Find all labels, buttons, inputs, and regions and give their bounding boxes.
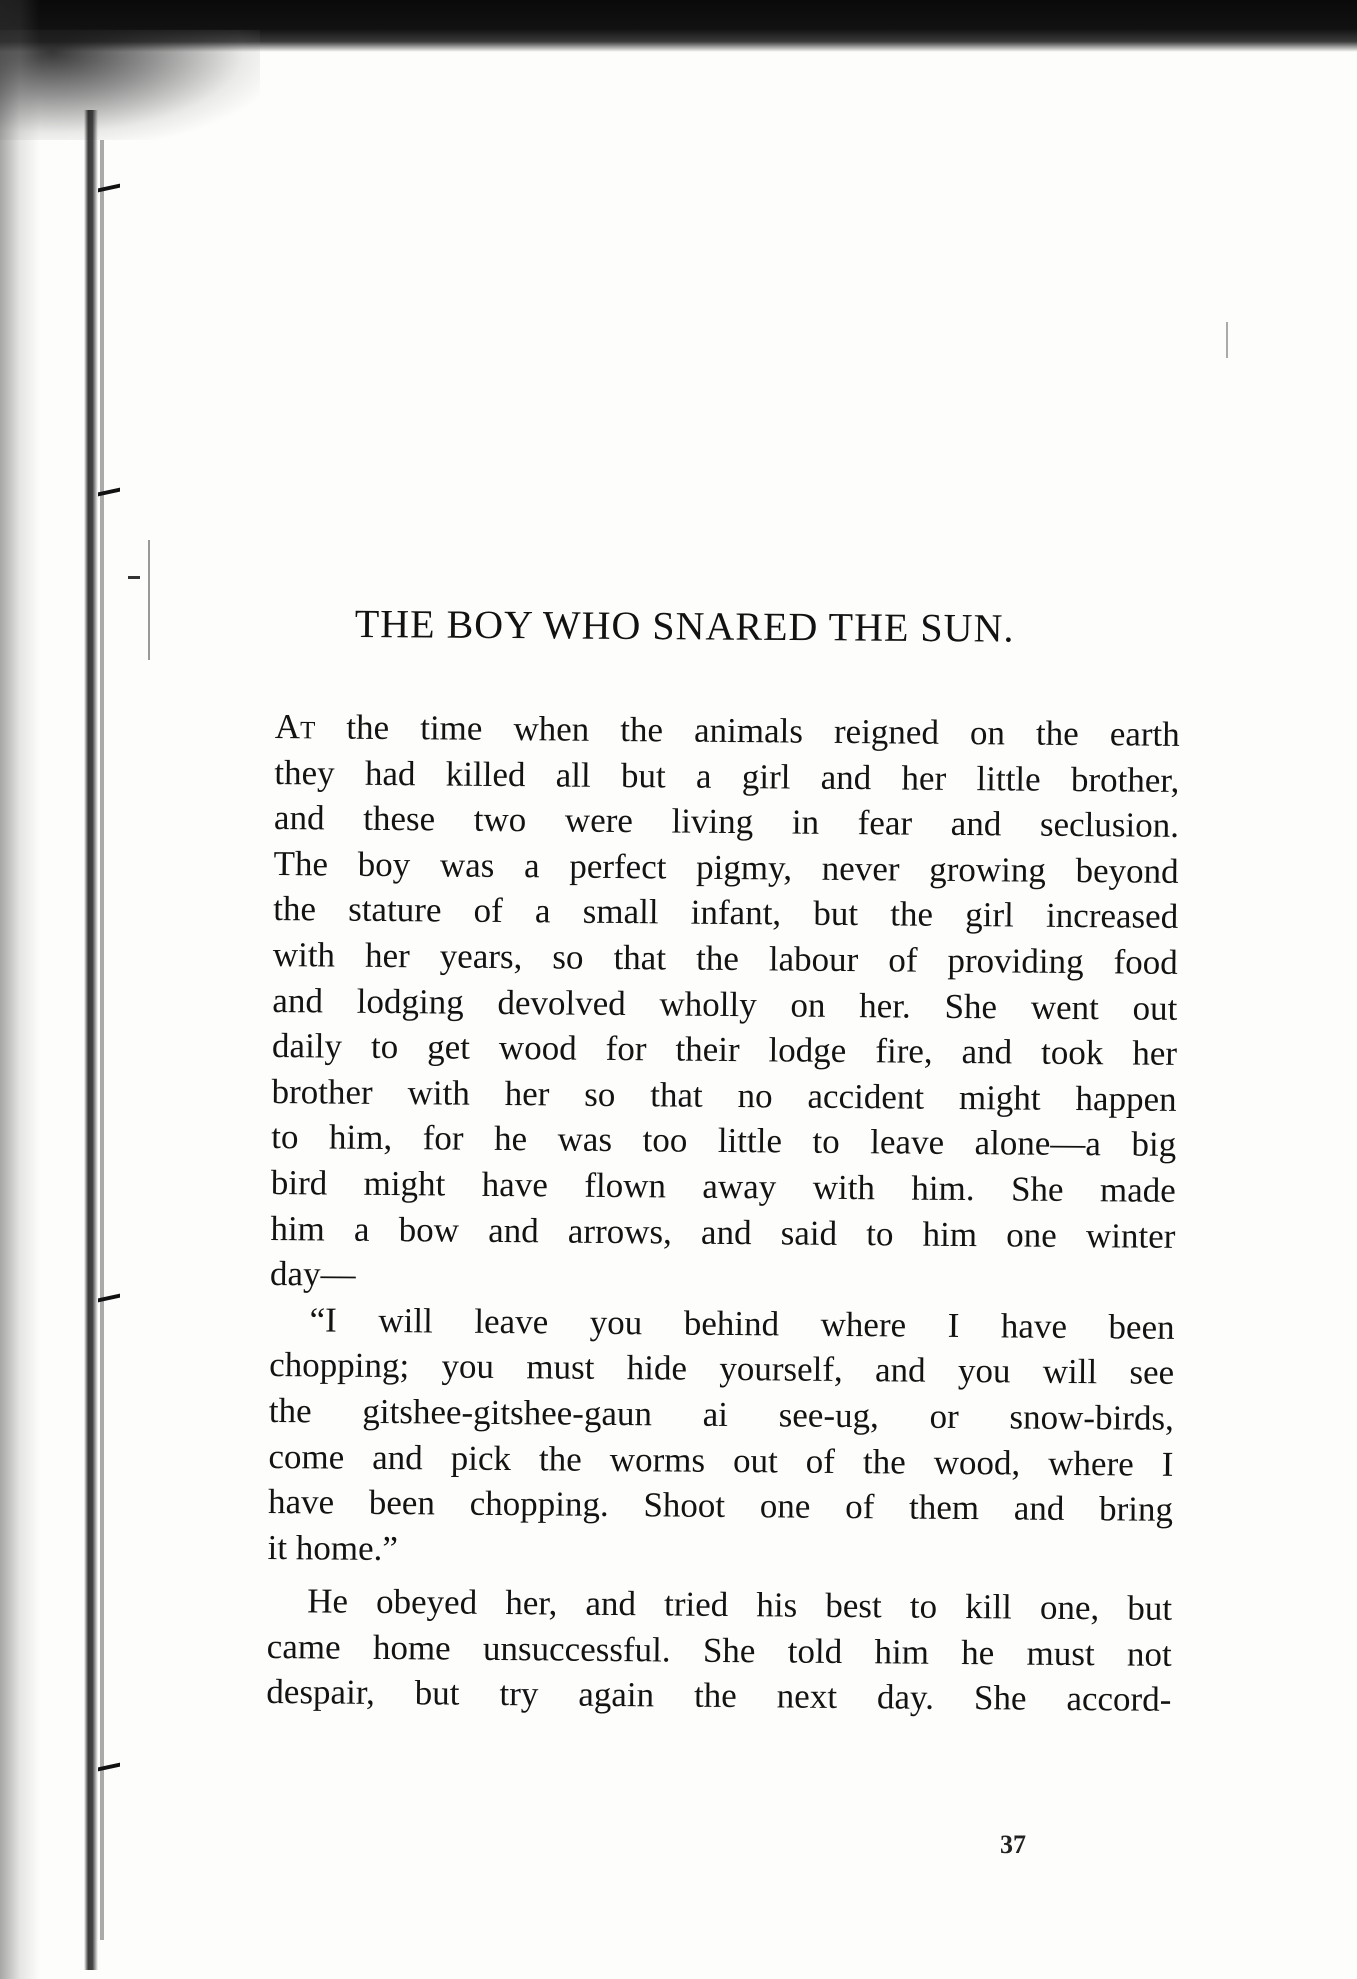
text-line: with her years, so that the labour of providing food <box>272 934 1178 982</box>
binding-edge <box>84 110 98 1970</box>
text-line: come and pick the worms out of the wood, where I <box>268 1436 1174 1484</box>
binding-edge-inner <box>100 140 104 1940</box>
text-line: the stature of a small infant, but the girl increased <box>273 889 1179 937</box>
text-line: it home.” <box>267 1527 399 1568</box>
margin-mark <box>128 576 140 579</box>
text-line: chopping; you must hide yourself, and you will see <box>269 1345 1175 1393</box>
body-text <box>266 704 1180 1723</box>
text-line: day— <box>269 1254 356 1294</box>
drop-word: At <box>274 706 316 747</box>
text-line-rest: the time when the animals reigned on the earth <box>315 707 1180 754</box>
page-number: 37 <box>1000 1830 1026 1859</box>
margin-mark <box>148 540 150 660</box>
text-line: to him, for he was too little to leave alone—a big <box>271 1117 1177 1165</box>
text-line: and lodging devolved wholly on her. She went out <box>272 980 1178 1028</box>
text-line: The boy was a perfect pigmy, never growing beyond <box>273 843 1179 891</box>
text-line: brother with her so that no accident might happen <box>271 1071 1177 1119</box>
text-line <box>275 704 1180 757</box>
text-line: they had killed all but a girl and her little brother, <box>274 752 1180 800</box>
text-line: and these two were living in fear and seclusion. <box>273 798 1180 846</box>
text-line: the gitshee-gitshee-gaun ai see-ug, or snow-birds, <box>268 1390 1174 1438</box>
text-line: bird might have flown away with him. She made <box>270 1162 1176 1210</box>
text-line: “I will leave you behind where I have been <box>309 1300 1175 1347</box>
margin-mark <box>1226 322 1228 358</box>
text-line: have been chopping. Shoot one of them and bring <box>267 1482 1174 1529</box>
text-line: came home unsuccessful. She told him he must not <box>266 1626 1172 1674</box>
text-line: daily to get wood for their lodge fire, and took her <box>271 1026 1178 1074</box>
text-line: despair, but try again the next day. She accord- <box>266 1672 1172 1720</box>
chapter-title: THE BOY WHO SNARED THE SUN. <box>354 601 1015 651</box>
scan-left-shadow <box>0 0 40 1979</box>
text-line: him a bow and arrows, and said to him one winter <box>270 1208 1176 1256</box>
text-line: He obeyed her, and tried his best to kill one, but <box>307 1581 1173 1629</box>
